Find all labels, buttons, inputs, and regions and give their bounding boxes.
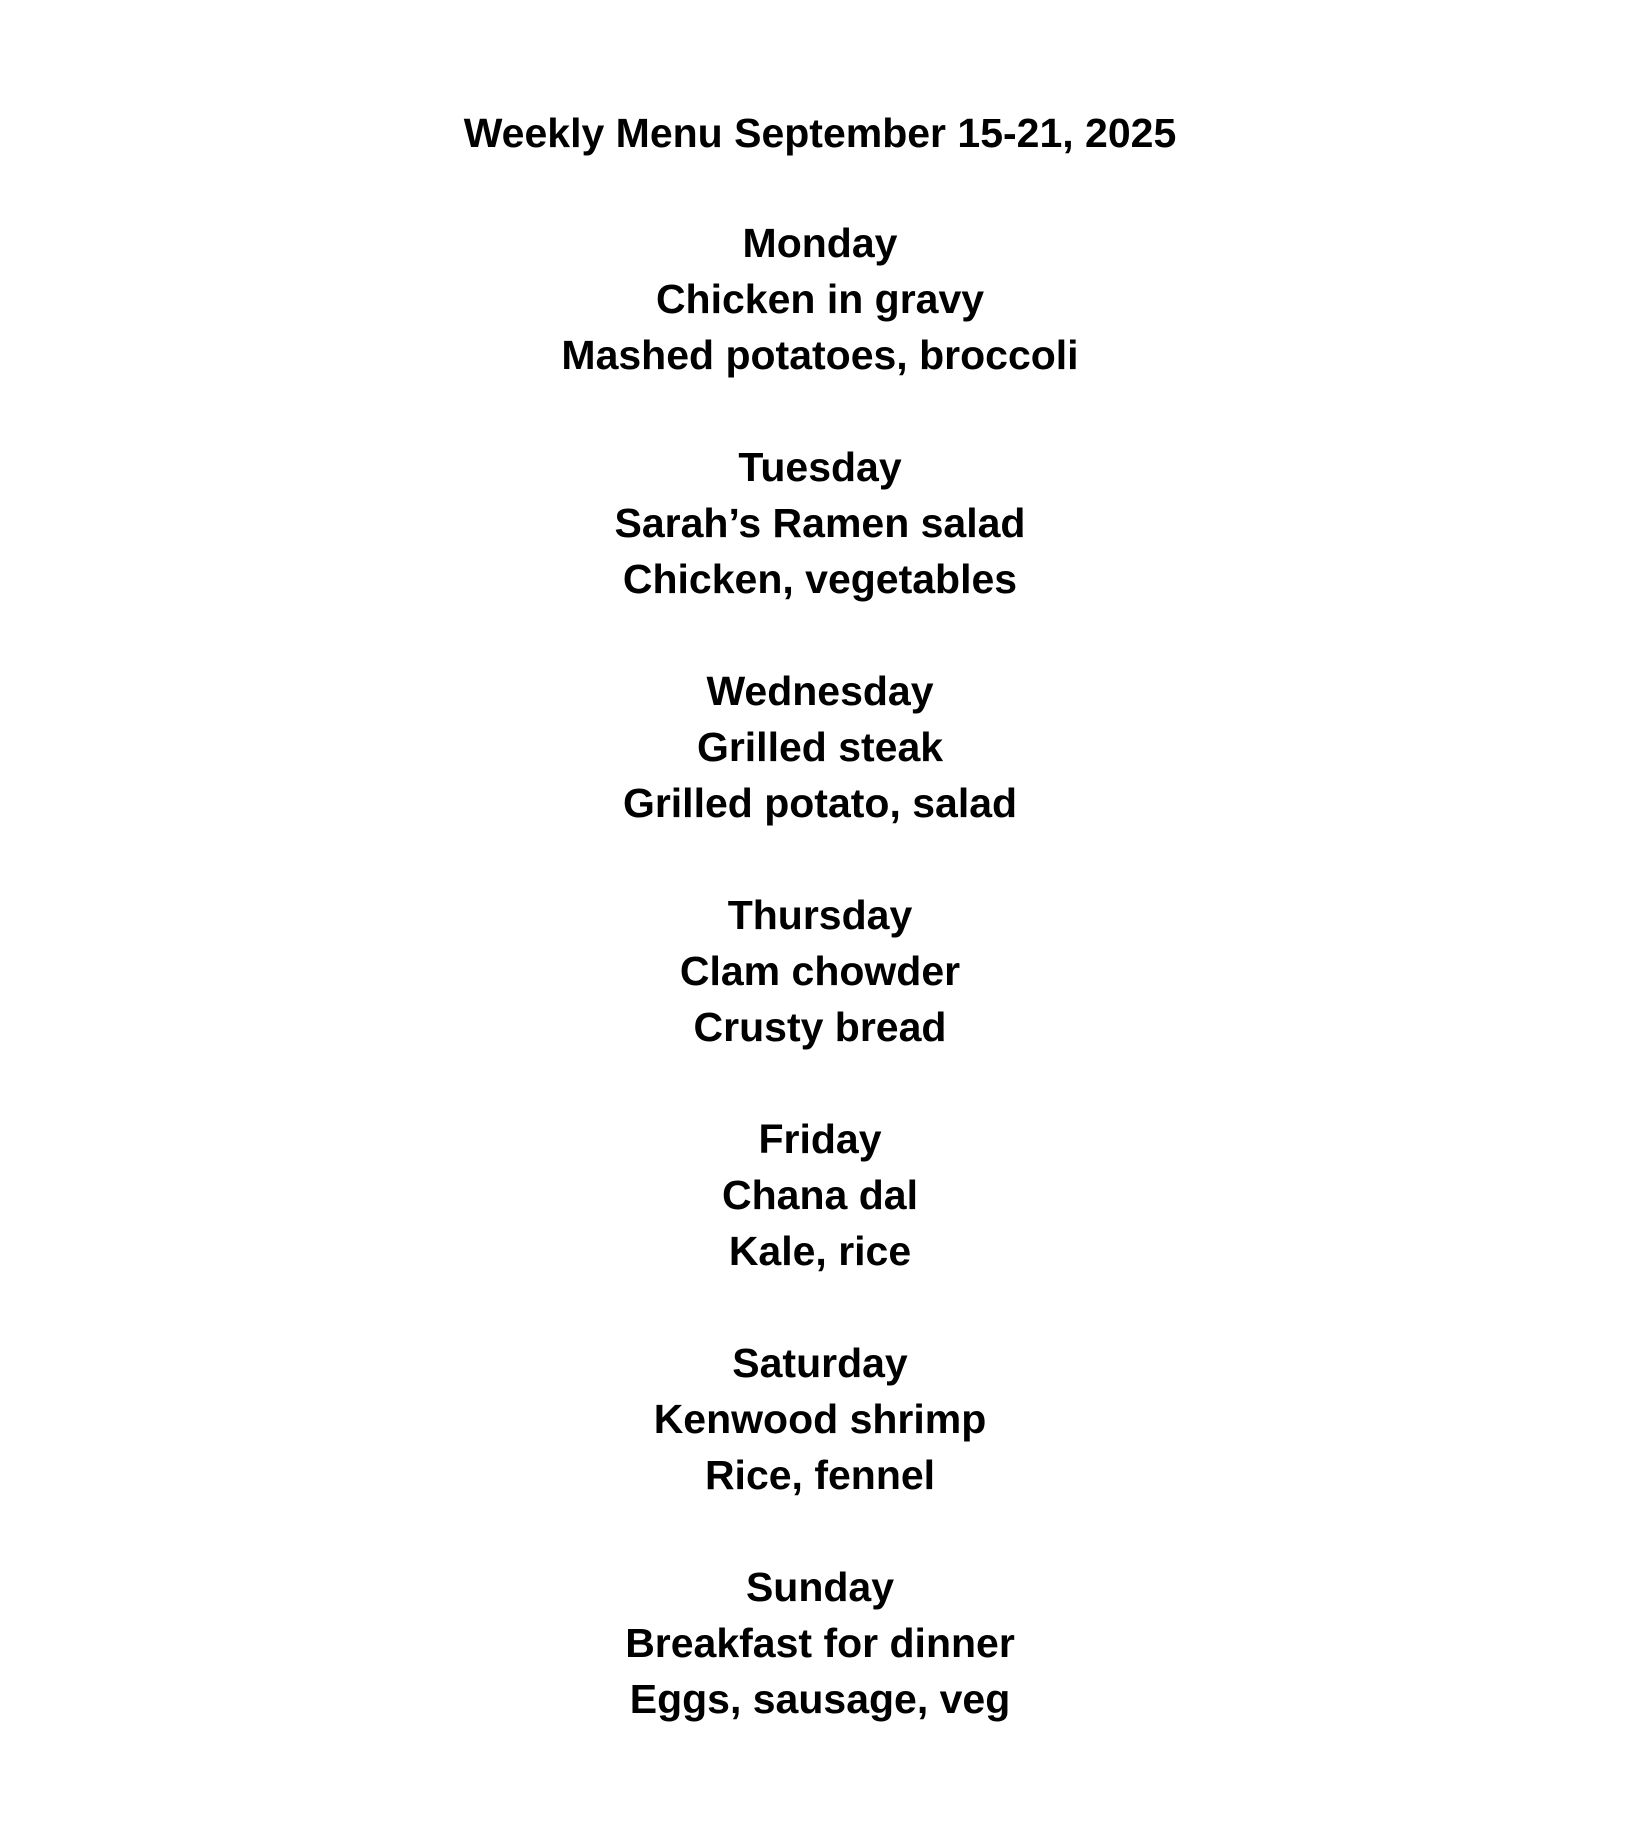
day-block-thursday bbox=[0, 887, 1640, 1055]
day-block-sunday bbox=[0, 1559, 1640, 1727]
main-dish: Clam chowder bbox=[679, 948, 961, 994]
day-block-wednesday bbox=[0, 663, 1640, 831]
main-dish: Kenwood shrimp bbox=[653, 1396, 987, 1442]
side-dishes: Rice, fennel bbox=[704, 1452, 936, 1498]
side-dishes: Kale, rice bbox=[728, 1228, 912, 1274]
day-name: Tuesday bbox=[738, 444, 902, 490]
main-dish: Breakfast for dinner bbox=[625, 1620, 1015, 1666]
day-name: Saturday bbox=[732, 1340, 908, 1386]
day-name: Friday bbox=[758, 1116, 882, 1162]
main-dish: Chicken in gravy bbox=[655, 276, 985, 322]
side-dishes: Crusty bread bbox=[693, 1004, 947, 1050]
day-name: Sunday bbox=[745, 1564, 895, 1610]
day-block-monday bbox=[0, 215, 1640, 383]
day-block-saturday bbox=[0, 1335, 1640, 1503]
main-dish: Chana dal bbox=[722, 1172, 918, 1218]
menu-title: Weekly Menu September 15-21, 2025 bbox=[463, 110, 1177, 156]
day-name: Thursday bbox=[727, 892, 913, 938]
side-dishes: Grilled potato, salad bbox=[622, 780, 1018, 826]
day-name: Monday bbox=[742, 220, 898, 266]
day-name: Wednesday bbox=[706, 668, 934, 714]
side-dishes: Mashed potatoes, broccoli bbox=[561, 332, 1079, 378]
main-dish: Grilled steak bbox=[696, 724, 944, 770]
day-block-friday bbox=[0, 1111, 1640, 1279]
main-dish: Sarah’s Ramen salad bbox=[614, 500, 1026, 546]
side-dishes: Eggs, sausage, veg bbox=[629, 1676, 1011, 1722]
side-dishes: Chicken, vegetables bbox=[622, 556, 1018, 602]
day-block-tuesday bbox=[0, 439, 1640, 607]
